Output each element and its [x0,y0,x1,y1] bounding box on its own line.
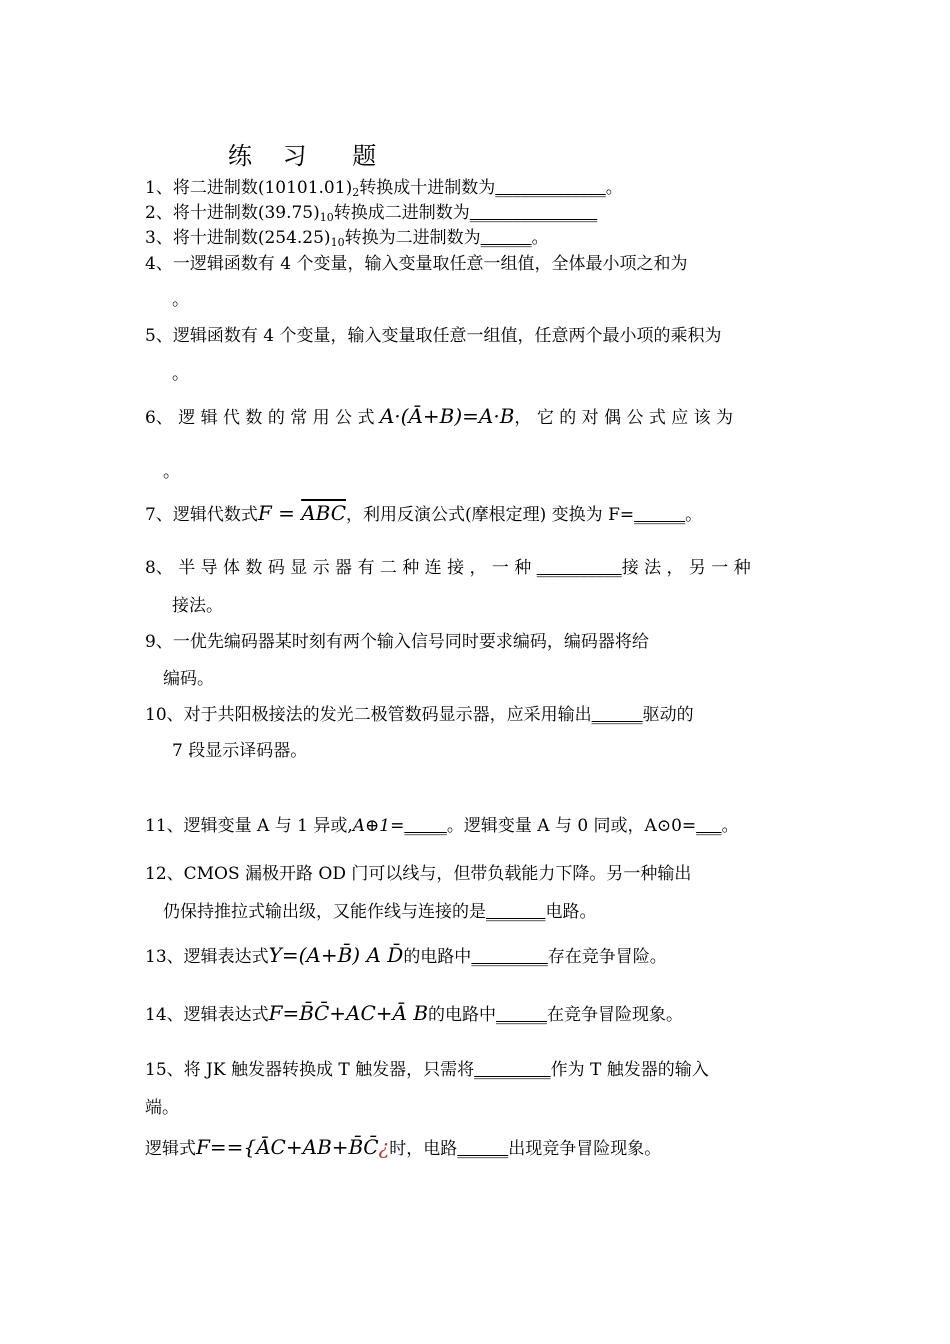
q9-line1: 9、一优先编码器某时刻有两个输入信号同时要求编码，编码器将给 [145,632,649,652]
q2-blank: _______________ [469,203,598,223]
q15-text: 15、将 JK 触发器转换成 T 触发器，只需将 [145,1060,475,1080]
question-8-line2 [172,596,842,616]
q15-line2: 端。 [145,1098,179,1118]
question-14 [145,1000,815,1028]
question-12 [145,864,815,884]
question-12-line2 [163,902,833,922]
q5-line2: 。 [172,364,189,384]
question-6-line2 [163,462,833,482]
q3-end: 。 [531,228,549,248]
q8-text-post: 接 法 ， 另 一 种 [621,558,751,578]
q2-subscript: 10 [319,211,334,224]
q10-line2: 7 段显示译码器。 [172,741,308,761]
q14-text-post: 的电路中 [428,1005,497,1025]
q14-text: 14、逻辑表达式 [145,1005,269,1025]
q15-blank: _________ [474,1060,551,1080]
question-11 [145,816,815,836]
q13-text: 13、逻辑表达式 [145,947,269,967]
question-9-line2 [163,669,833,689]
q10-text: 10、对于共阳极接法的发光二极管数码显示器，应采用输出 [145,705,592,725]
question-5 [145,326,815,346]
question-10 [145,705,815,725]
q2-text: 2、将十进制数(39.75) [145,203,320,223]
q3-text-post: 转换为二进制数为 [344,228,481,248]
q3-text: 3、将十进制数(254.25) [145,228,331,248]
q8-line2: 接法。 [172,596,223,616]
q3-subscript: 10 [330,236,345,249]
q16-blank: ______ [457,1139,509,1159]
question-1 [145,178,815,203]
q10-text-post: 驱动的 [642,705,694,725]
question-9 [145,632,815,652]
q11-blank: _____ [404,816,447,836]
q7-formula-rhs: $\overline{ABC}$ [301,501,347,525]
question-5-line2 [172,364,842,384]
q1-subscript: 2 [352,186,360,199]
q14-formula: F=B̄C̄+AC+Ā B [268,1001,429,1025]
q14-end: 在竞争冒险现象。 [547,1005,684,1025]
q11-text-mid: 。逻辑变量 A 与 0 同或，A⊙0= [446,816,697,836]
q16-formula: F=={ĀC+AB+B̄C̄ [196,1135,379,1159]
q5-line1: 5、逻辑函数有 4 个变量，输入变量取任意一组值，任意两个最小项的乘积为 [145,326,722,346]
question-15-line2 [145,1098,815,1118]
question-15 [145,1060,815,1080]
q7-formula-lhs: F = [257,501,302,525]
q13-formula: Y=(A+B̄) A D̄ [268,943,404,967]
q13-end: 存在竞争冒险。 [547,947,667,967]
q7-text: 7、逻辑代数式 [145,505,258,525]
q7-end: 。 [685,505,703,525]
q12-text: 仍保持推拉式输出级，又能作线与连接的是 [163,902,486,922]
question-8 [145,558,815,578]
q7-blank: ______ [634,505,686,525]
question-13 [145,942,815,970]
q2-text-post: 转换成二进制数为 [333,203,470,223]
q8-text: 8、 半 导 体 数 码 显 示 器 有 二 种 连 接 ， 一 种 [145,558,532,578]
q12-text-post: 电路。 [545,902,597,922]
question-2 [145,203,815,228]
q14-blank: ______ [496,1005,548,1025]
page-title: 练 习 题 [228,142,377,170]
q4-line2: 。 [172,290,189,310]
q16-end: 出现竞争冒险现象。 [508,1139,662,1159]
q12-line1: 12、CMOS 漏极开路 OD 门可以线与，但带负载能力下降。另一种输出 [145,864,692,884]
q16-text-post: 时，电路 [389,1139,458,1159]
question-6 [145,402,815,432]
q13-blank: _________ [471,947,548,967]
q7-text-post: ，利用反演公式(摩根定理) 变换为 F= [346,505,635,525]
q11-text: 11、逻辑变量 A 与 1 异或, [145,816,353,836]
q11-end: 。 [721,816,739,836]
question-3 [145,228,815,253]
question-10-line2 [172,741,842,761]
q6-text-post: ， 它 的 对 偶 公 式 应 该 为 [514,408,734,428]
q1-blank: _____________ [495,178,606,198]
q11-formula: A⊕1= [352,816,405,836]
q1-text: 1、将二进制数(10101.01) [145,178,353,198]
q6-text: 6、 逻 辑 代 数 的 常 用 公 式 [145,408,375,428]
question-4 [145,254,815,274]
q1-end: 。 [605,178,623,198]
q10-blank: ______ [591,705,643,725]
q16-glyph: ¿ [378,1135,390,1159]
q15-text-post: 作为 T 触发器的输入 [550,1060,709,1080]
q6-formula: A·(Ā+B)=A·B [379,404,515,428]
q13-text-post: 的电路中 [403,947,472,967]
q1-text-post: 转换成十进制数为 [359,178,496,198]
q11-blank-2: ___ [696,816,722,836]
q16-text: 逻辑式 [145,1139,196,1159]
q12-blank: _______ [486,902,546,922]
q4-line1: 4、一逻辑函数有 4 个变量，输入变量取任意一组值，全体最小项之和为 [145,254,688,274]
q8-blank: __________ [536,558,622,578]
q3-blank: ______ [480,228,532,248]
question-7 [145,500,815,528]
q6-line2: 。 [163,462,180,482]
question-4-line2 [172,290,842,310]
question-16 [145,1134,815,1162]
q9-line2: 编码。 [163,669,214,689]
